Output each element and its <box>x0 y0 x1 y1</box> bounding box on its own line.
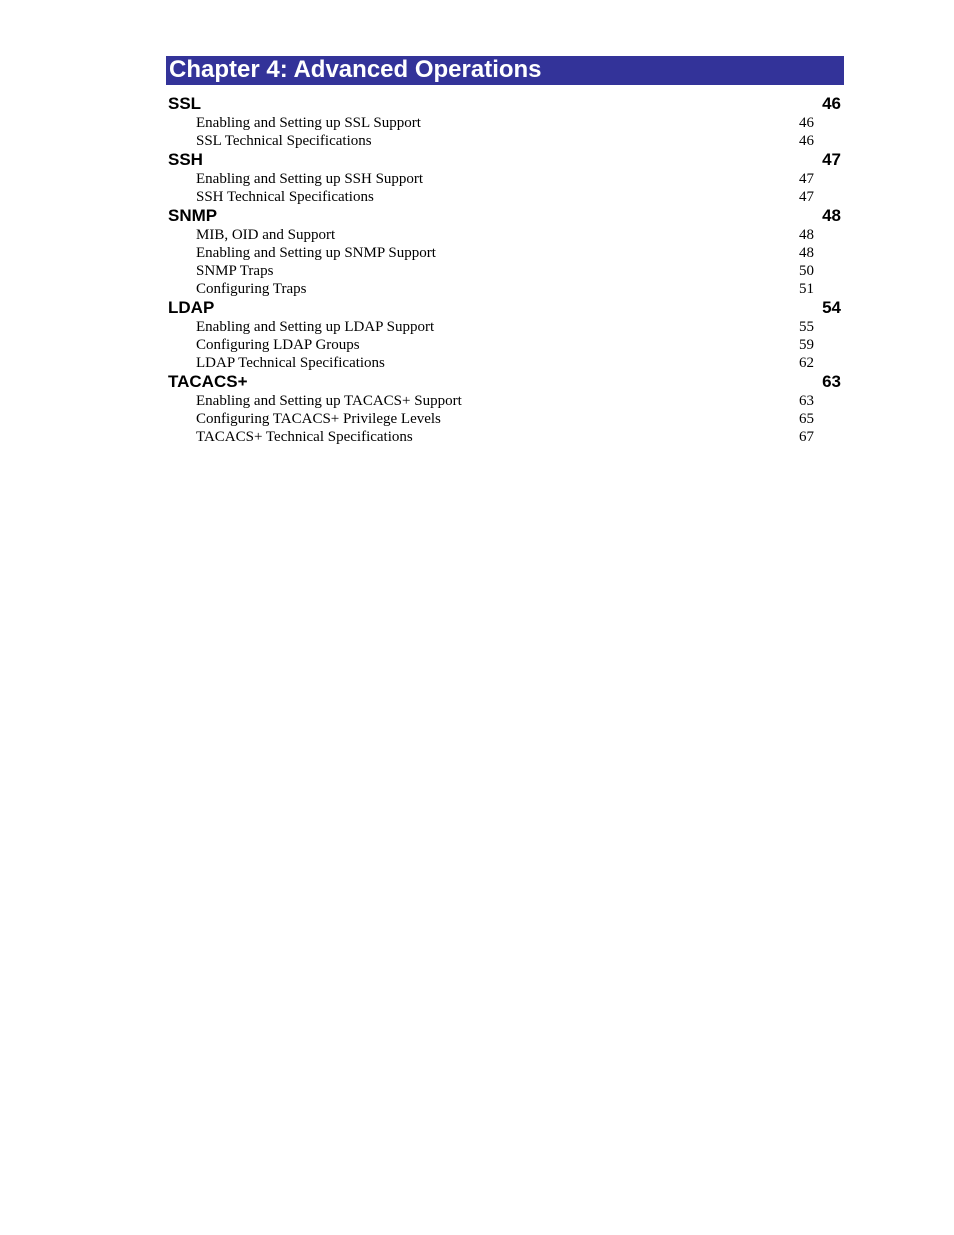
toc-section-heading[interactable] <box>166 372 844 392</box>
entry-page-number: 67 <box>799 429 814 445</box>
entry-title: Enabling and Setting up SSL Support <box>196 115 421 131</box>
section-page-number: 54 <box>822 298 841 317</box>
toc-section-ldap <box>166 298 844 372</box>
section-title: SNMP <box>168 206 218 225</box>
entry-title: SSL Technical Specifications <box>196 133 372 149</box>
entry-page-number: 65 <box>799 411 814 427</box>
entry-title: TACACS+ Technical Specifications <box>196 429 413 445</box>
toc-entry[interactable] <box>166 428 844 446</box>
toc-section-snmp <box>166 206 844 298</box>
entry-title: SSH Technical Specifications <box>196 189 374 205</box>
toc-section-ssl <box>166 94 844 150</box>
toc-entry[interactable] <box>166 244 844 262</box>
section-title: SSL <box>168 94 202 113</box>
section-page-number: 63 <box>822 372 841 391</box>
toc-section-heading[interactable] <box>166 206 844 226</box>
entry-title: Enabling and Setting up SNMP Support <box>196 245 436 261</box>
entry-page-number: 46 <box>799 133 814 149</box>
toc-page <box>166 56 844 446</box>
section-title: SSH <box>168 150 203 169</box>
entry-title: Enabling and Setting up TACACS+ Support <box>196 393 462 409</box>
entry-title: Configuring LDAP Groups <box>196 337 360 353</box>
entry-page-number: 63 <box>799 393 814 409</box>
entry-page-number: 48 <box>799 245 814 261</box>
toc-entry[interactable] <box>166 262 844 280</box>
toc-entry[interactable] <box>166 410 844 428</box>
toc-entry[interactable] <box>166 188 844 206</box>
section-page-number: 46 <box>822 94 841 113</box>
entry-page-number: 47 <box>799 189 814 205</box>
entry-page-number: 46 <box>799 115 814 131</box>
entry-title: Enabling and Setting up SSH Support <box>196 171 424 187</box>
entry-page-number: 59 <box>799 337 814 353</box>
toc-entry[interactable] <box>166 226 844 244</box>
toc-section-ssh <box>166 150 844 206</box>
entry-title: SNMP Traps <box>196 263 274 279</box>
entry-title: Configuring Traps <box>196 281 307 297</box>
entry-page-number: 51 <box>799 281 814 297</box>
toc-section-heading[interactable] <box>166 150 844 170</box>
chapter-title: Chapter 4: Advanced Operations <box>166 56 844 85</box>
toc-section-heading[interactable] <box>166 94 844 114</box>
entry-page-number: 62 <box>799 355 814 371</box>
toc-entry[interactable] <box>166 170 844 188</box>
entry-title: Enabling and Setting up LDAP Support <box>196 319 435 335</box>
entry-title: Configuring TACACS+ Privilege Levels <box>196 411 441 427</box>
toc-entry[interactable] <box>166 336 844 354</box>
entry-page-number: 48 <box>799 227 814 243</box>
entry-page-number: 50 <box>799 263 814 279</box>
section-page-number: 48 <box>822 206 841 225</box>
entry-page-number: 55 <box>799 319 814 335</box>
entry-title: MIB, OID and Support <box>196 227 336 243</box>
entry-page-number: 47 <box>799 171 814 187</box>
table-of-contents <box>166 94 844 446</box>
toc-section-heading[interactable] <box>166 298 844 318</box>
toc-entry[interactable] <box>166 354 844 372</box>
toc-entry[interactable] <box>166 132 844 150</box>
toc-entry[interactable] <box>166 318 844 336</box>
toc-section-tacacs <box>166 372 844 446</box>
toc-entry[interactable] <box>166 280 844 298</box>
section-title: LDAP <box>168 298 215 317</box>
toc-entry[interactable] <box>166 114 844 132</box>
section-title: TACACS+ <box>168 372 248 391</box>
section-page-number: 47 <box>822 150 841 169</box>
entry-title: LDAP Technical Specifications <box>196 355 385 371</box>
toc-entry[interactable] <box>166 392 844 410</box>
